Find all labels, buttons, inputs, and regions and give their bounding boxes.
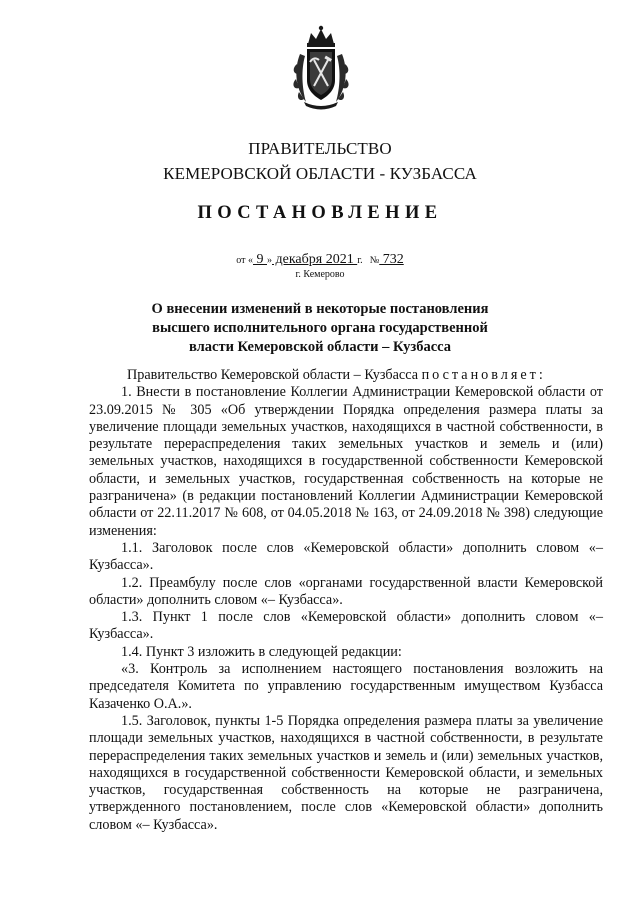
document-number: 732 [379,252,404,267]
paragraph-1-5: 1.5. Заголовок, пункты 1-5 Порядка определения размера платы за увеличение площади земельных участков, находящихся в частной собственности, в результате перераспределения таких земельных участков и земель и (или) земельных участков, находящихся в государственной собственности Кемеровской области, и земельных участков, государственная собственность на которые не разграничена, утвержденного постановлением, после слов «Кемеровской области» дополнить словом «– Кузбасса». [89,712,603,833]
government-title-line2: КЕМЕРОВСКОЙ ОБЛАСТИ - КУЗБАССА [163,164,477,183]
city-name: г. Кемерово [295,269,345,280]
intro-paragraph [89,367,603,384]
title-line3: власти Кемеровской области – Кузбасса [188,339,452,355]
title-line2: высшего исполнительного органа государственной [152,320,488,336]
date-number-line [0,252,640,268]
date-day: 9 [253,252,267,267]
coat-of-arms-emblem [292,24,350,110]
paragraph-1-2: 1.2. Преамбулу после слов «органами государственной власти Кемеровской области» дополнить словом «– Кузбасса». [89,574,603,608]
document-body [89,367,603,834]
title-line1: О внесении изменений в некоторые постановления [151,301,489,317]
date-mid: » [267,255,272,266]
intro-resolves: постановляет: [421,367,546,383]
paragraph-1-1: 1.1. Заголовок после слов «Кемеровской области» дополнить словом «– Кузбасса». [89,539,603,574]
date-month-year: декабря 2021 [272,252,358,267]
document-title [150,300,490,357]
intro-text: Правительство Кемеровской области – Кузбасса [127,367,422,383]
document-type-heading: ПОСТАНОВЛЕНИЕ [197,203,443,223]
paragraph-1-4-quote: «3. Контроль за исполнением настоящего постановления возложить на председателя Комитета по управлению государственным имуществом Кузбасса Казаченко О.А.». [89,661,603,712]
date-prefix: от « [236,255,253,266]
paragraph-1-4: 1.4. Пункт 3 изложить в следующей редакции: [121,643,402,660]
number-label: № [369,255,380,266]
paragraph-1: 1. Внести в постановление Коллегии Администрации Кемеровской области от 23.09.2015 № 305 «Об утверждении Порядка определения размера платы за увеличение площади земельных участков, находящихся в частной собственности, в результате перераспределения таких земельных участков и земель и (или) земельных участков, находящихся в государственной собственности Кемеровской области, и земельных участков, государственная собственность на которые не разграничена» (в редакции постановлений Коллегии Администрации Кемеровской области от 22.11.2017 № 608, от 04.05.2018 № 163, от 24.09.2018 № 398) следующие изменения: [89,384,603,539]
date-year-suffix: г. [357,255,363,266]
paragraph-1-3: 1.3. Пункт 1 после слов «Кемеровской области» дополнить словом «– Кузбасса». [89,609,603,643]
government-title-line1: ПРАВИТЕЛЬСТВО [248,139,392,158]
